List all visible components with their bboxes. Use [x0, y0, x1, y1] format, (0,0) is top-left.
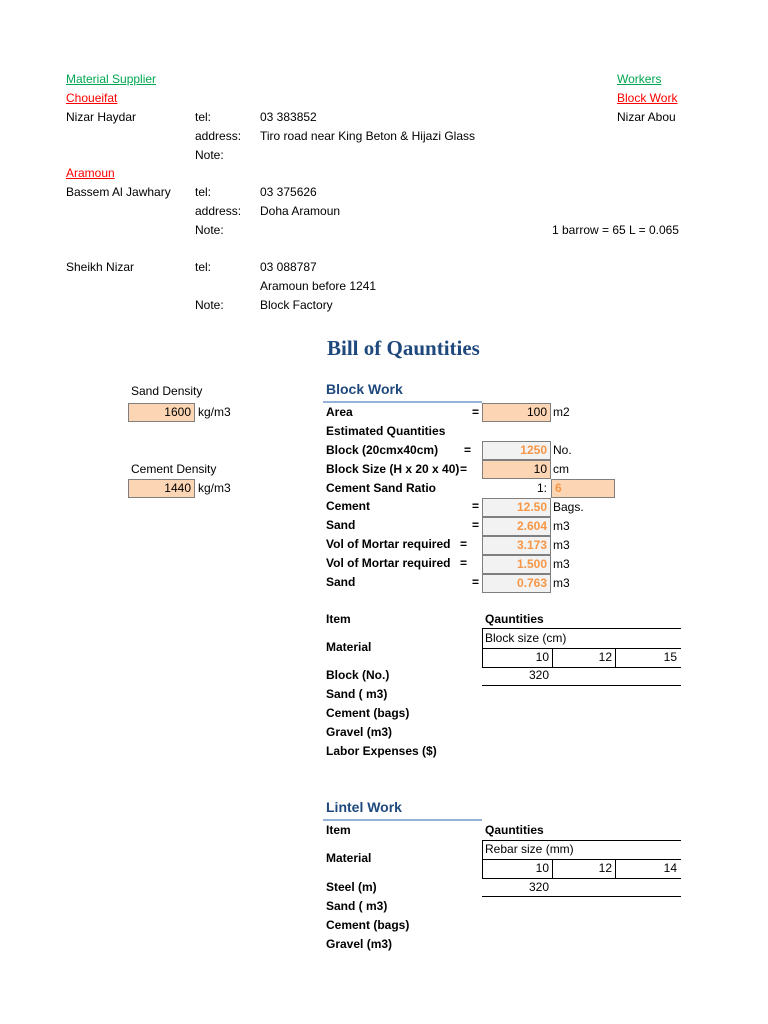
- bw-table-row-label: Cement (bags): [326, 706, 410, 720]
- contact-name: Nizar Haydar: [66, 110, 137, 124]
- bw-row-label: Block Size (H x 20 x 40): [326, 462, 460, 476]
- tel-value: 03 088787: [260, 260, 317, 274]
- lw-size-12: 12: [598, 861, 612, 875]
- tel-value: 03 383852: [260, 110, 317, 124]
- bw-row-unit: m3: [553, 538, 570, 552]
- block-count-value: 1250: [482, 441, 551, 460]
- contact-name: Bassem Al Jawhary: [66, 185, 171, 199]
- block-work-heading: Block Work: [326, 381, 403, 397]
- bw-row-unit: m2: [553, 405, 570, 419]
- bw-row-eq: =: [472, 518, 480, 532]
- bw-row-label: Area: [326, 405, 353, 419]
- block-work-underline: [323, 401, 482, 403]
- lw-size-14: 14: [663, 861, 677, 875]
- address-label: address:: [195, 129, 242, 143]
- tel-label: tel:: [195, 185, 212, 199]
- lw-table-row-label: Gravel (m3): [326, 937, 393, 951]
- lw-table-row-label: Cement (bags): [326, 918, 410, 932]
- bw-row-eq: =: [472, 575, 480, 589]
- bw-table-row-label: Sand ( m3): [326, 687, 388, 701]
- contact-name: Sheikh Nizar: [66, 260, 135, 274]
- mortar-volume-value: 1.500: [482, 555, 551, 574]
- bw-row-unit: m3: [553, 557, 570, 571]
- address-value: Doha Aramoun: [260, 204, 341, 218]
- sand-value: 0.763: [482, 574, 551, 593]
- bw-row-eq: =: [472, 499, 480, 513]
- bw-row-label: Sand: [326, 575, 356, 589]
- lw-table-quantities-label: Qauntities: [485, 823, 544, 837]
- lw-table-material-label: Material: [326, 851, 372, 865]
- bw-table-quantities-label: Qauntities: [485, 612, 544, 626]
- bw-row-label: Vol of Mortar required: [326, 537, 451, 551]
- ratio-input[interactable]: 6: [551, 479, 615, 498]
- bw-table-size-label: Block size (cm): [485, 631, 567, 645]
- lintel-work-underline: [323, 819, 482, 821]
- lw-table-item-label: Item: [326, 823, 351, 837]
- supplier-heading: Material Supplier: [66, 72, 157, 86]
- address-value: Tiro road near King Beton & Hijazi Glass: [260, 129, 475, 143]
- bw-table-item-label: Item: [326, 612, 351, 626]
- table-rule: [482, 896, 681, 897]
- lintel-work-heading: Lintel Work: [326, 799, 402, 815]
- bw-table-row-label: Block (No.): [326, 668, 390, 682]
- tel-label: tel:: [195, 260, 212, 274]
- bw-row-eq: =: [472, 405, 480, 419]
- bw-table-row-label: Gravel (m3): [326, 725, 393, 739]
- lw-table-size-label: Rebar size (mm): [485, 842, 574, 856]
- bw-row-label: Sand: [326, 518, 356, 532]
- lw-size-10: 10: [535, 861, 549, 875]
- worker-name: Nizar Abou: [617, 110, 676, 124]
- bw-table-material-label: Material: [326, 640, 372, 654]
- bw-row-eq: =: [460, 556, 468, 570]
- bw-table-row-value: 320: [528, 668, 549, 682]
- bw-table-row-label: Labor Expenses ($): [326, 744, 437, 758]
- location-aramoun: Aramoun: [66, 166, 115, 180]
- bw-size-12: 12: [598, 650, 612, 664]
- bw-row-label: Cement Sand Ratio: [326, 481, 437, 495]
- tel-label: tel:: [195, 110, 212, 124]
- bw-row-label: Block (20cmx40cm): [326, 443, 439, 457]
- worker-category: Block Work: [617, 91, 678, 105]
- note-label: Note:: [195, 298, 224, 312]
- sand-density-input[interactable]: 1600: [128, 403, 195, 422]
- bw-size-10: 10: [535, 650, 549, 664]
- area-input[interactable]: 100: [482, 403, 551, 422]
- table-rule: [482, 685, 681, 686]
- bw-row-label: Vol of Mortar required: [326, 556, 451, 570]
- mortar-volume-value: 3.173: [482, 536, 551, 555]
- cement-density-label: Cement Density: [131, 462, 217, 476]
- lw-table-row-value: 320: [528, 880, 549, 894]
- workers-heading: Workers: [617, 72, 662, 86]
- barrow-note: 1 barrow = 65 L = 0.065: [552, 223, 679, 237]
- bw-row-unit: cm: [553, 462, 569, 476]
- note-value: Block Factory: [260, 298, 333, 312]
- tel-value: 03 375626: [260, 185, 317, 199]
- sand-value: 2.604: [482, 517, 551, 536]
- address-value: Aramoun before 1241: [260, 279, 377, 293]
- cement-bags-value: 12.50: [482, 498, 551, 517]
- bw-row-unit: Bags.: [553, 500, 584, 514]
- bw-size-15: 15: [663, 650, 677, 664]
- bw-row-unit: m3: [553, 576, 570, 590]
- workers-section: [520, 60, 681, 260]
- lw-table-row-label: Steel (m): [326, 880, 377, 894]
- block-size-input[interactable]: 10: [482, 460, 551, 479]
- sand-density-label: Sand Density: [131, 384, 203, 398]
- page-title: Bill of Qauntities: [327, 336, 480, 360]
- note-label: Note:: [195, 223, 224, 237]
- lw-table-row-label: Sand ( m3): [326, 899, 388, 913]
- bw-row-label: Estimated Quantities: [326, 424, 446, 438]
- sand-density-unit: kg/m3: [198, 405, 231, 419]
- bw-row-eq: =: [460, 537, 468, 551]
- ratio-prefix: 1:: [536, 481, 547, 495]
- bw-row-unit: No.: [553, 443, 572, 457]
- location-choueifat: Choueifat: [66, 91, 118, 105]
- bw-row-eq: =: [464, 443, 472, 457]
- note-label: Note:: [195, 148, 224, 162]
- cement-density-input[interactable]: 1440: [128, 479, 195, 498]
- bw-row-eq: =: [460, 462, 468, 476]
- bw-row-label: Cement: [326, 499, 371, 513]
- table-rule: [482, 628, 681, 629]
- bw-row-unit: m3: [553, 519, 570, 533]
- cement-density-unit: kg/m3: [198, 481, 231, 495]
- address-label: address:: [195, 204, 242, 218]
